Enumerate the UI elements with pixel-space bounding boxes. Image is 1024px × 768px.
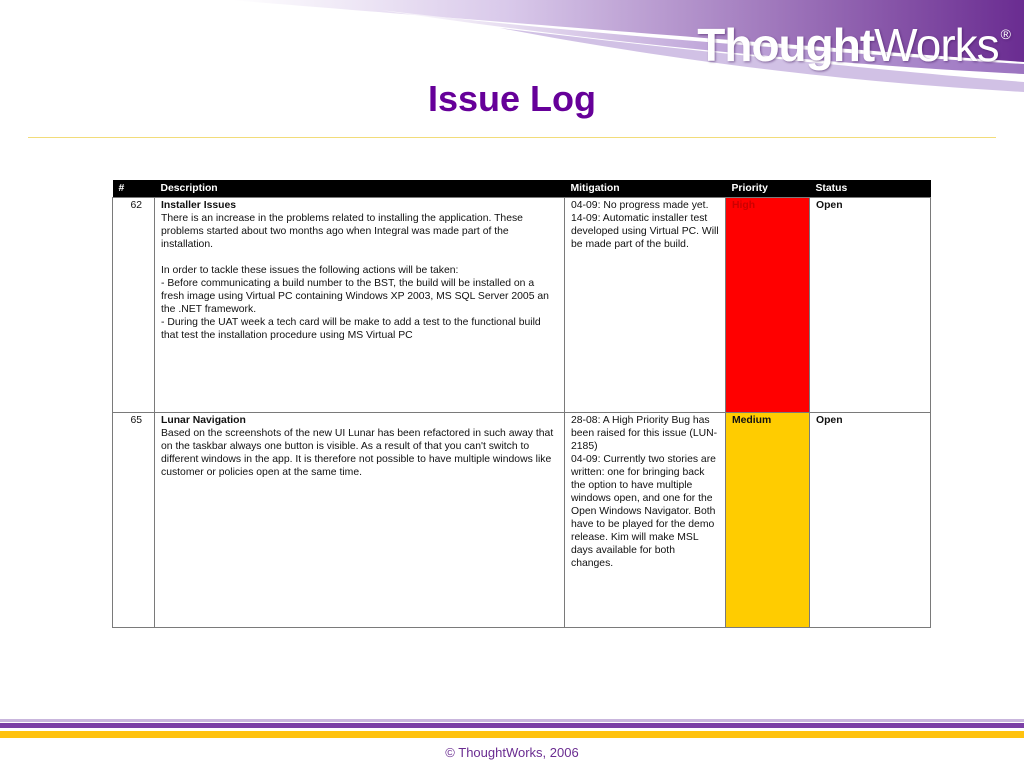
footer-stripes — [0, 719, 1024, 741]
issue-description-cell — [155, 198, 565, 413]
issue-description-cell — [155, 413, 565, 628]
issue-log-table — [112, 180, 931, 628]
registered-mark: ® — [1000, 26, 1010, 42]
logo-regular-text: Works — [874, 19, 999, 71]
column-header-description: Description — [155, 180, 565, 198]
table-row — [113, 413, 931, 628]
table-header-row — [113, 180, 931, 198]
status-badge: Open — [810, 413, 931, 628]
title-divider — [28, 137, 996, 138]
column-header-priority: Priority — [726, 180, 810, 198]
issue-number: 62 — [113, 198, 155, 413]
issue-mitigation: 04-09: No progress made yet. 14-09: Automatic installer test developed using Virtual PC. Will be made part of the build. — [565, 198, 726, 413]
issue-description: Based on the screenshots of the new UI Lunar has been refactored in such away that on the taskbar always one button is visible. As a result of that you can't switch to different windows in the app. It is therefore not possible to have multiple windows like customer or policies open at the same time. — [161, 428, 554, 478]
issue-description: There is an increase in the problems related to installing the application. These problems started about two months ago when Integral was made part of the installation. In order to tackle these issues the following actions will be taken: - Before communicating a build number to the BST, the build will be installed on a fresh image using Virtual PC containing Windows XP 2003, MS SQL Server 2005 an the .NET framework. - During the UAT week a tech card will be make to add a test to the functional build that test the installation procedure using MS Virtual PC — [161, 213, 549, 341]
issue-number: 65 — [113, 413, 155, 628]
issue-mitigation: 28-08: A High Priority Bug has been raised for this issue (LUN-2185) 04-09: Currently two stories are written: one for bringing back the option to have multiple windows open, and one for the Open Windows Navigator. Both have to be played for the demo release. Kim will make MSL days available for both changes. — [565, 413, 726, 628]
priority-badge-high: High — [726, 198, 810, 413]
logo-bold-text: Thought — [697, 19, 875, 71]
thoughtworks-logo — [697, 6, 1010, 73]
column-header-mitigation: Mitigation — [565, 180, 726, 198]
column-header-number: # — [113, 180, 155, 198]
column-header-status: Status — [810, 180, 931, 198]
table-row — [113, 198, 931, 413]
footer-copyright: © ThoughtWorks, 2006 — [445, 745, 579, 760]
issue-title: Lunar Navigation — [161, 415, 246, 426]
priority-badge-medium: Medium — [726, 413, 810, 628]
page-title: Issue Log — [427, 78, 597, 119]
status-badge: Open — [810, 198, 931, 413]
issue-title: Installer Issues — [161, 200, 237, 211]
